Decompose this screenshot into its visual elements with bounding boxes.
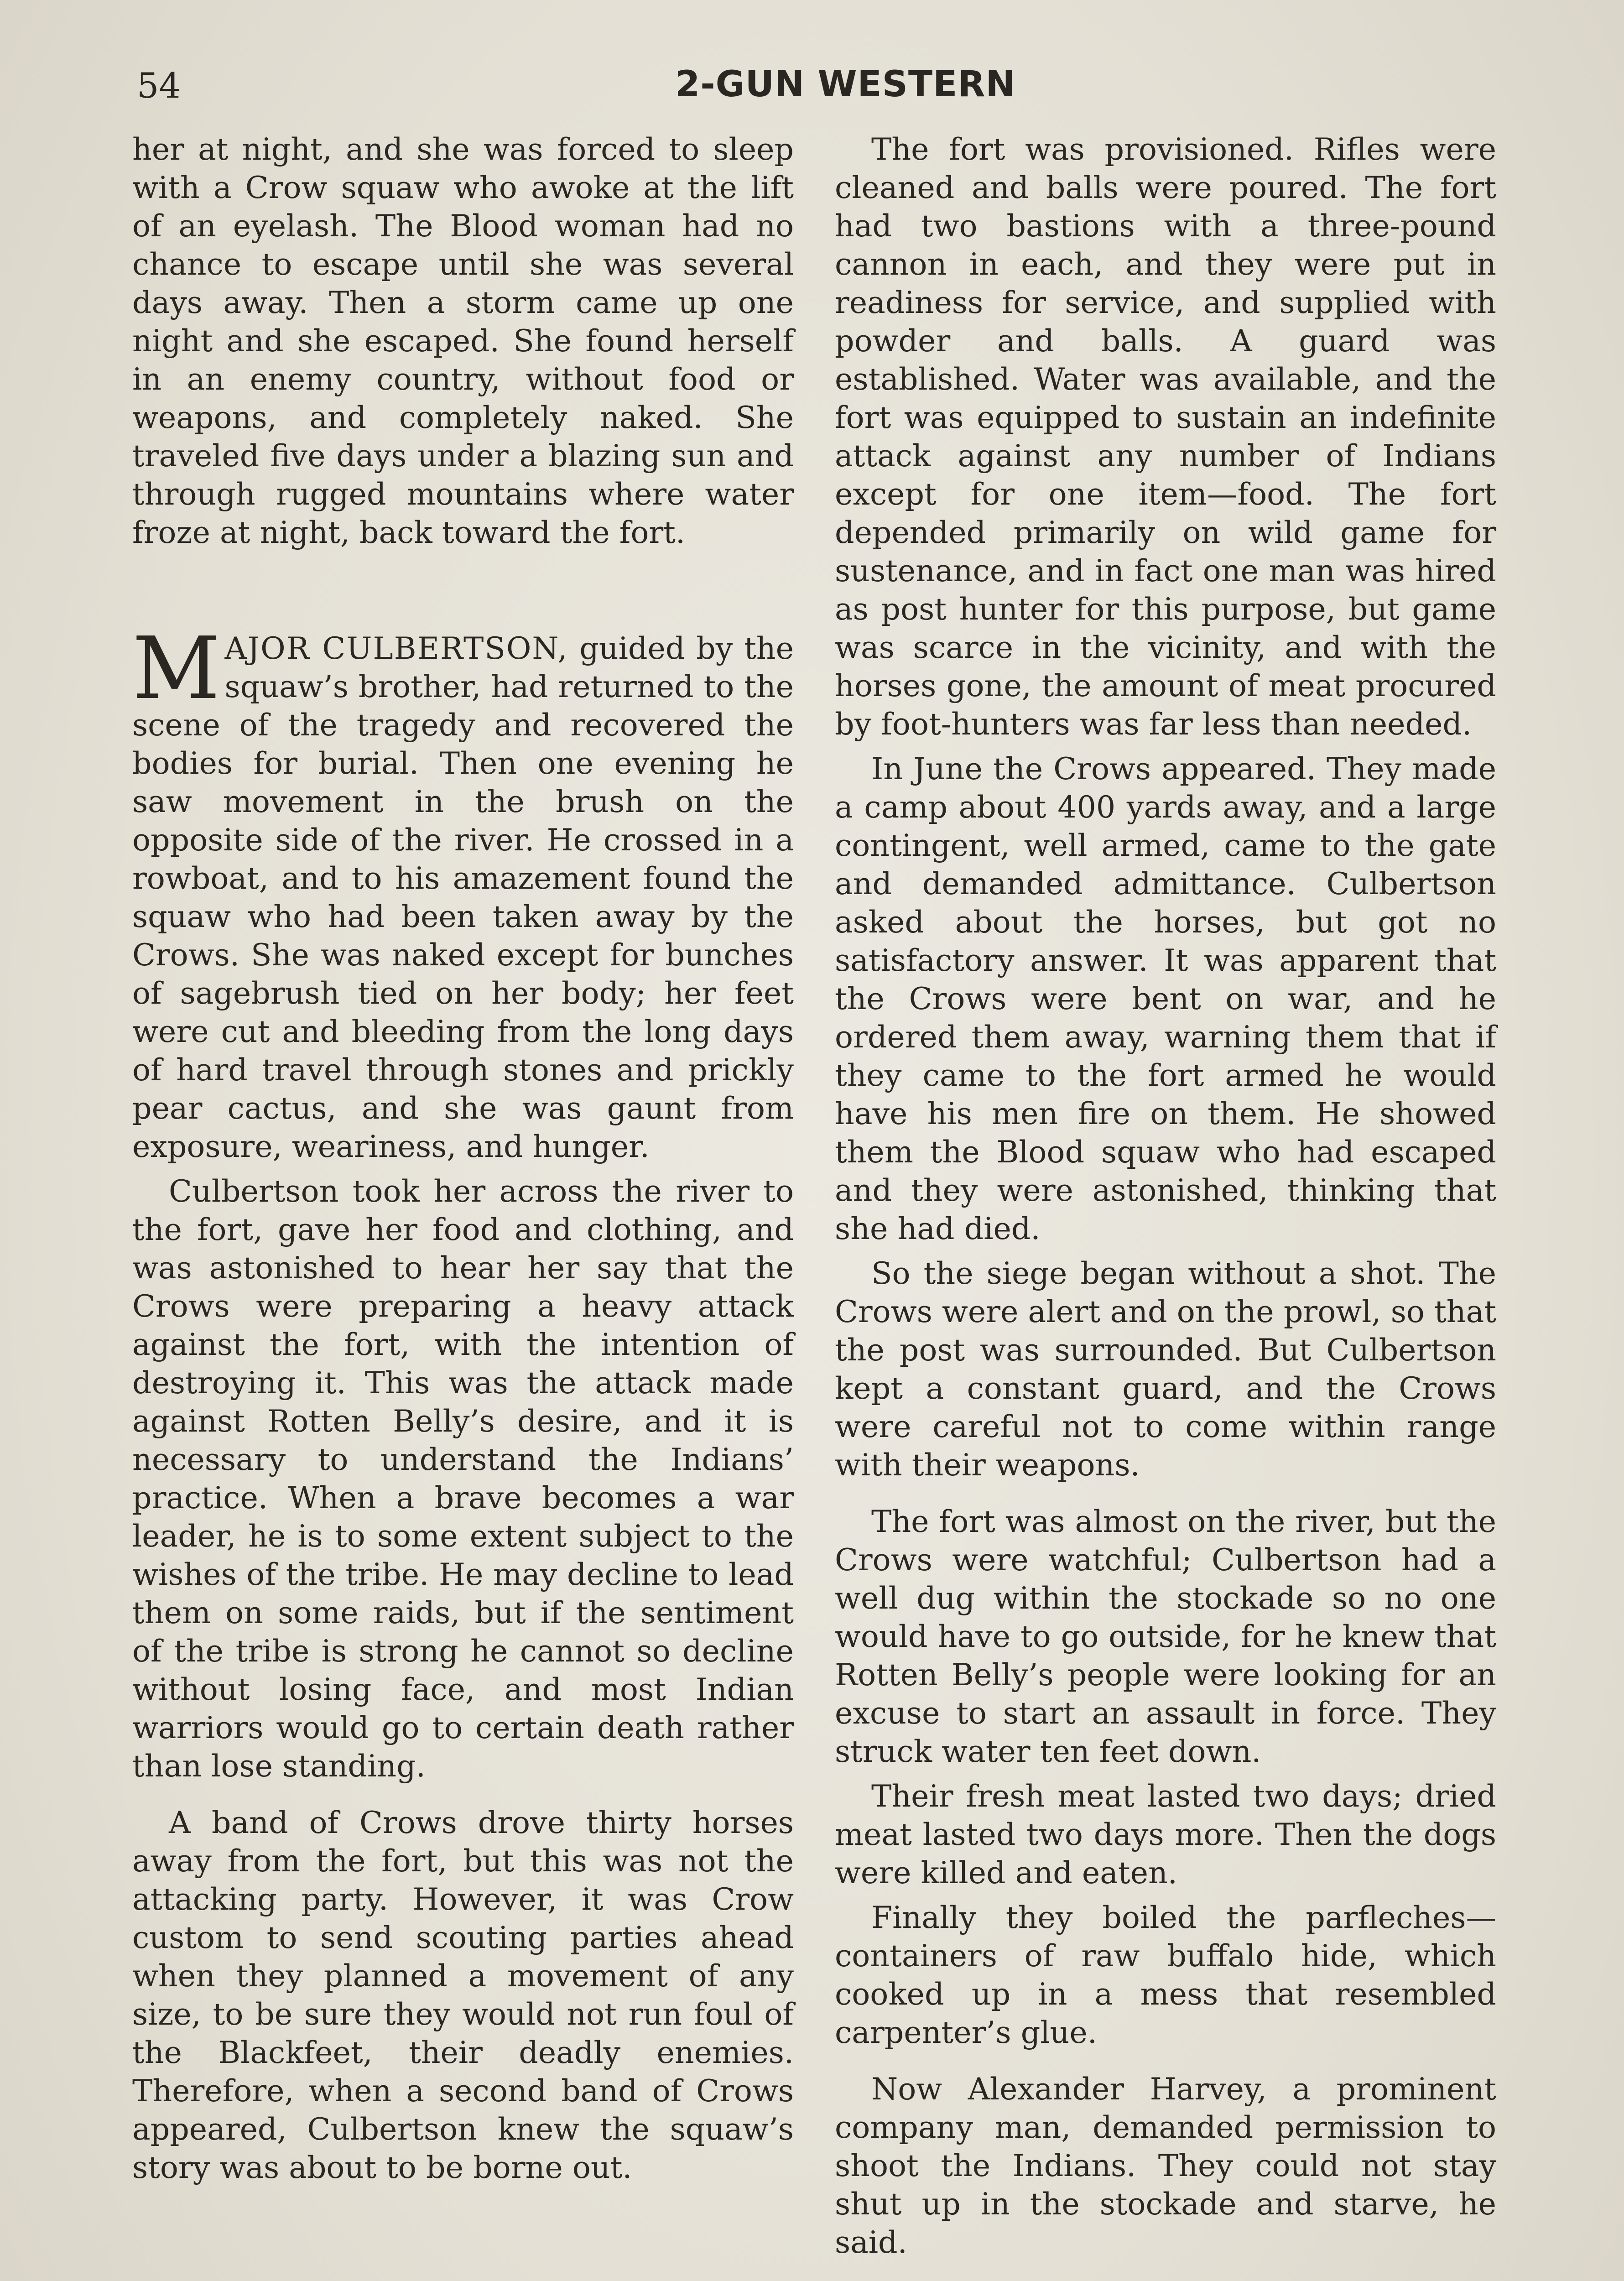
lead-in-caps: AJOR CULBERTSON, — [224, 630, 568, 666]
running-header-title: 2-GUN WESTERN — [675, 64, 1016, 105]
paragraph: Their fresh meat lasted two days; dried meat lasted two days more. Then the dogs were killed and eaten. — [835, 1778, 1496, 1890]
paragraph: Finally they boiled the parfleches—containers of raw buffalo hide, which cooked up in a mess that resembled carpenter’s glue. — [835, 1900, 1496, 2050]
paragraph: The fort was provisioned. Rifles were cleaned and balls were poured. The fort had two bastions with a three-pound cannon in each, and they were put in readiness for service, and supplied with powder and balls. A guard was established. Water was available, and the fort was equipped to sustain an indefinite attack against any number of Indians except for one item—food. The fort depended primarily on wild game for sustenance, and in fact one man was hired as post hunter for this purpose, but game was scarce in the vicinity, and with the horses gone, the amount of meat procured by foot-hunters was far less than needed. — [835, 131, 1496, 742]
paragraph: In June the Crows appeared. They made a camp about 400 yards away, and a large contingent, well armed, came to the gate and demanded admittance. Culbertson asked about the horses, but got no satisfactory answer. It was apparent that the Crows were bent on war, and he ordered them away, warning them that if they came to the fort armed he would have his men fire on them. He showed them the Blood squaw who had escaped and they were astonished, thinking that she had died. — [835, 751, 1496, 1246]
page-number: 54 — [137, 65, 181, 106]
section-opening-paragraph — [132, 619, 794, 1166]
paragraph: So the siege began without a shot. The Crows were alert and on the prowl, so that the post was surrounded. But Culbertson kept a constant guard, and the Crows were careful not to come within range with their weapons. — [835, 1255, 1496, 1483]
paragraph: The fort was almost on the river, but the Crows were watchful; Culbertson had a well dug within the stockade so no one would have to go outside, for he knew that Rotten Belly’s people were looking for an excuse to start an assault in force. They struck water ten feet down. — [835, 1504, 1496, 1769]
paragraph-body: guided by the squaw’s brother, had returned to the scene of the tragedy and recovered the bodies for burial. Then one evening he saw movement in the brush on the opposite side of the river. He crossed in a rowboat, and to his amazement found the squaw who had been taken away by the Crows. She was naked except for bunches of sagebrush tied on her body; her feet were cut and bleeding from the long days of hard travel through stones and prickly pear cactus, and she was gaunt from exposure, weariness, and hunger. — [132, 630, 794, 1164]
paragraph: Culbertson took her across the river to the fort, gave her food and clothing, and was astonished to hear her say that the Crows were preparing a heavy attack against the fort, with the intention of destroying it. This was the attack made against Rotten Belly’s desire, and it is necessary to understand the Indians’ practice. When a brave becomes a war leader, he is to some extent subject to the wishes of the tribe. He may decline to lead them on some raids, but if the sentiment of the tribe is strong he cannot so decline without losing face, and most Indian warriors would go to certain death rather than lose standing. — [132, 1173, 794, 1784]
paragraph: Now Alexander Harvey, a prominent company man, demanded permission to shoot the Indians. They could not stay shut up in the stockade and starve, he said. — [835, 2071, 1496, 2260]
paragraph: A band of Crows drove thirty horses away from the fort, but this was not the attacking party. However, it was Crow custom to send scouting parties ahead when they planned a movement of any size, to be sure they would not run foul of the Blackfeet, their deadly enemies. Therefore, when a second band of Crows appeared, Culbertson knew the squaw’s story was about to be borne out. — [132, 1805, 794, 2185]
right-column — [835, 130, 1496, 2261]
left-column — [132, 130, 794, 2187]
drop-cap: M — [132, 619, 220, 719]
paragraph: her at night, and she was forced to sleep with a Crow squaw who awoke at the lift of an eyelash. The Blood woman had no chance to escape until she was several days away. Then a storm came up one night and she escaped. She found herself in an enemy country, without food or weapons, and completely naked. She traveled five days under a blazing sun and through rugged mountains where water froze at night, back toward the fort. — [132, 131, 794, 550]
